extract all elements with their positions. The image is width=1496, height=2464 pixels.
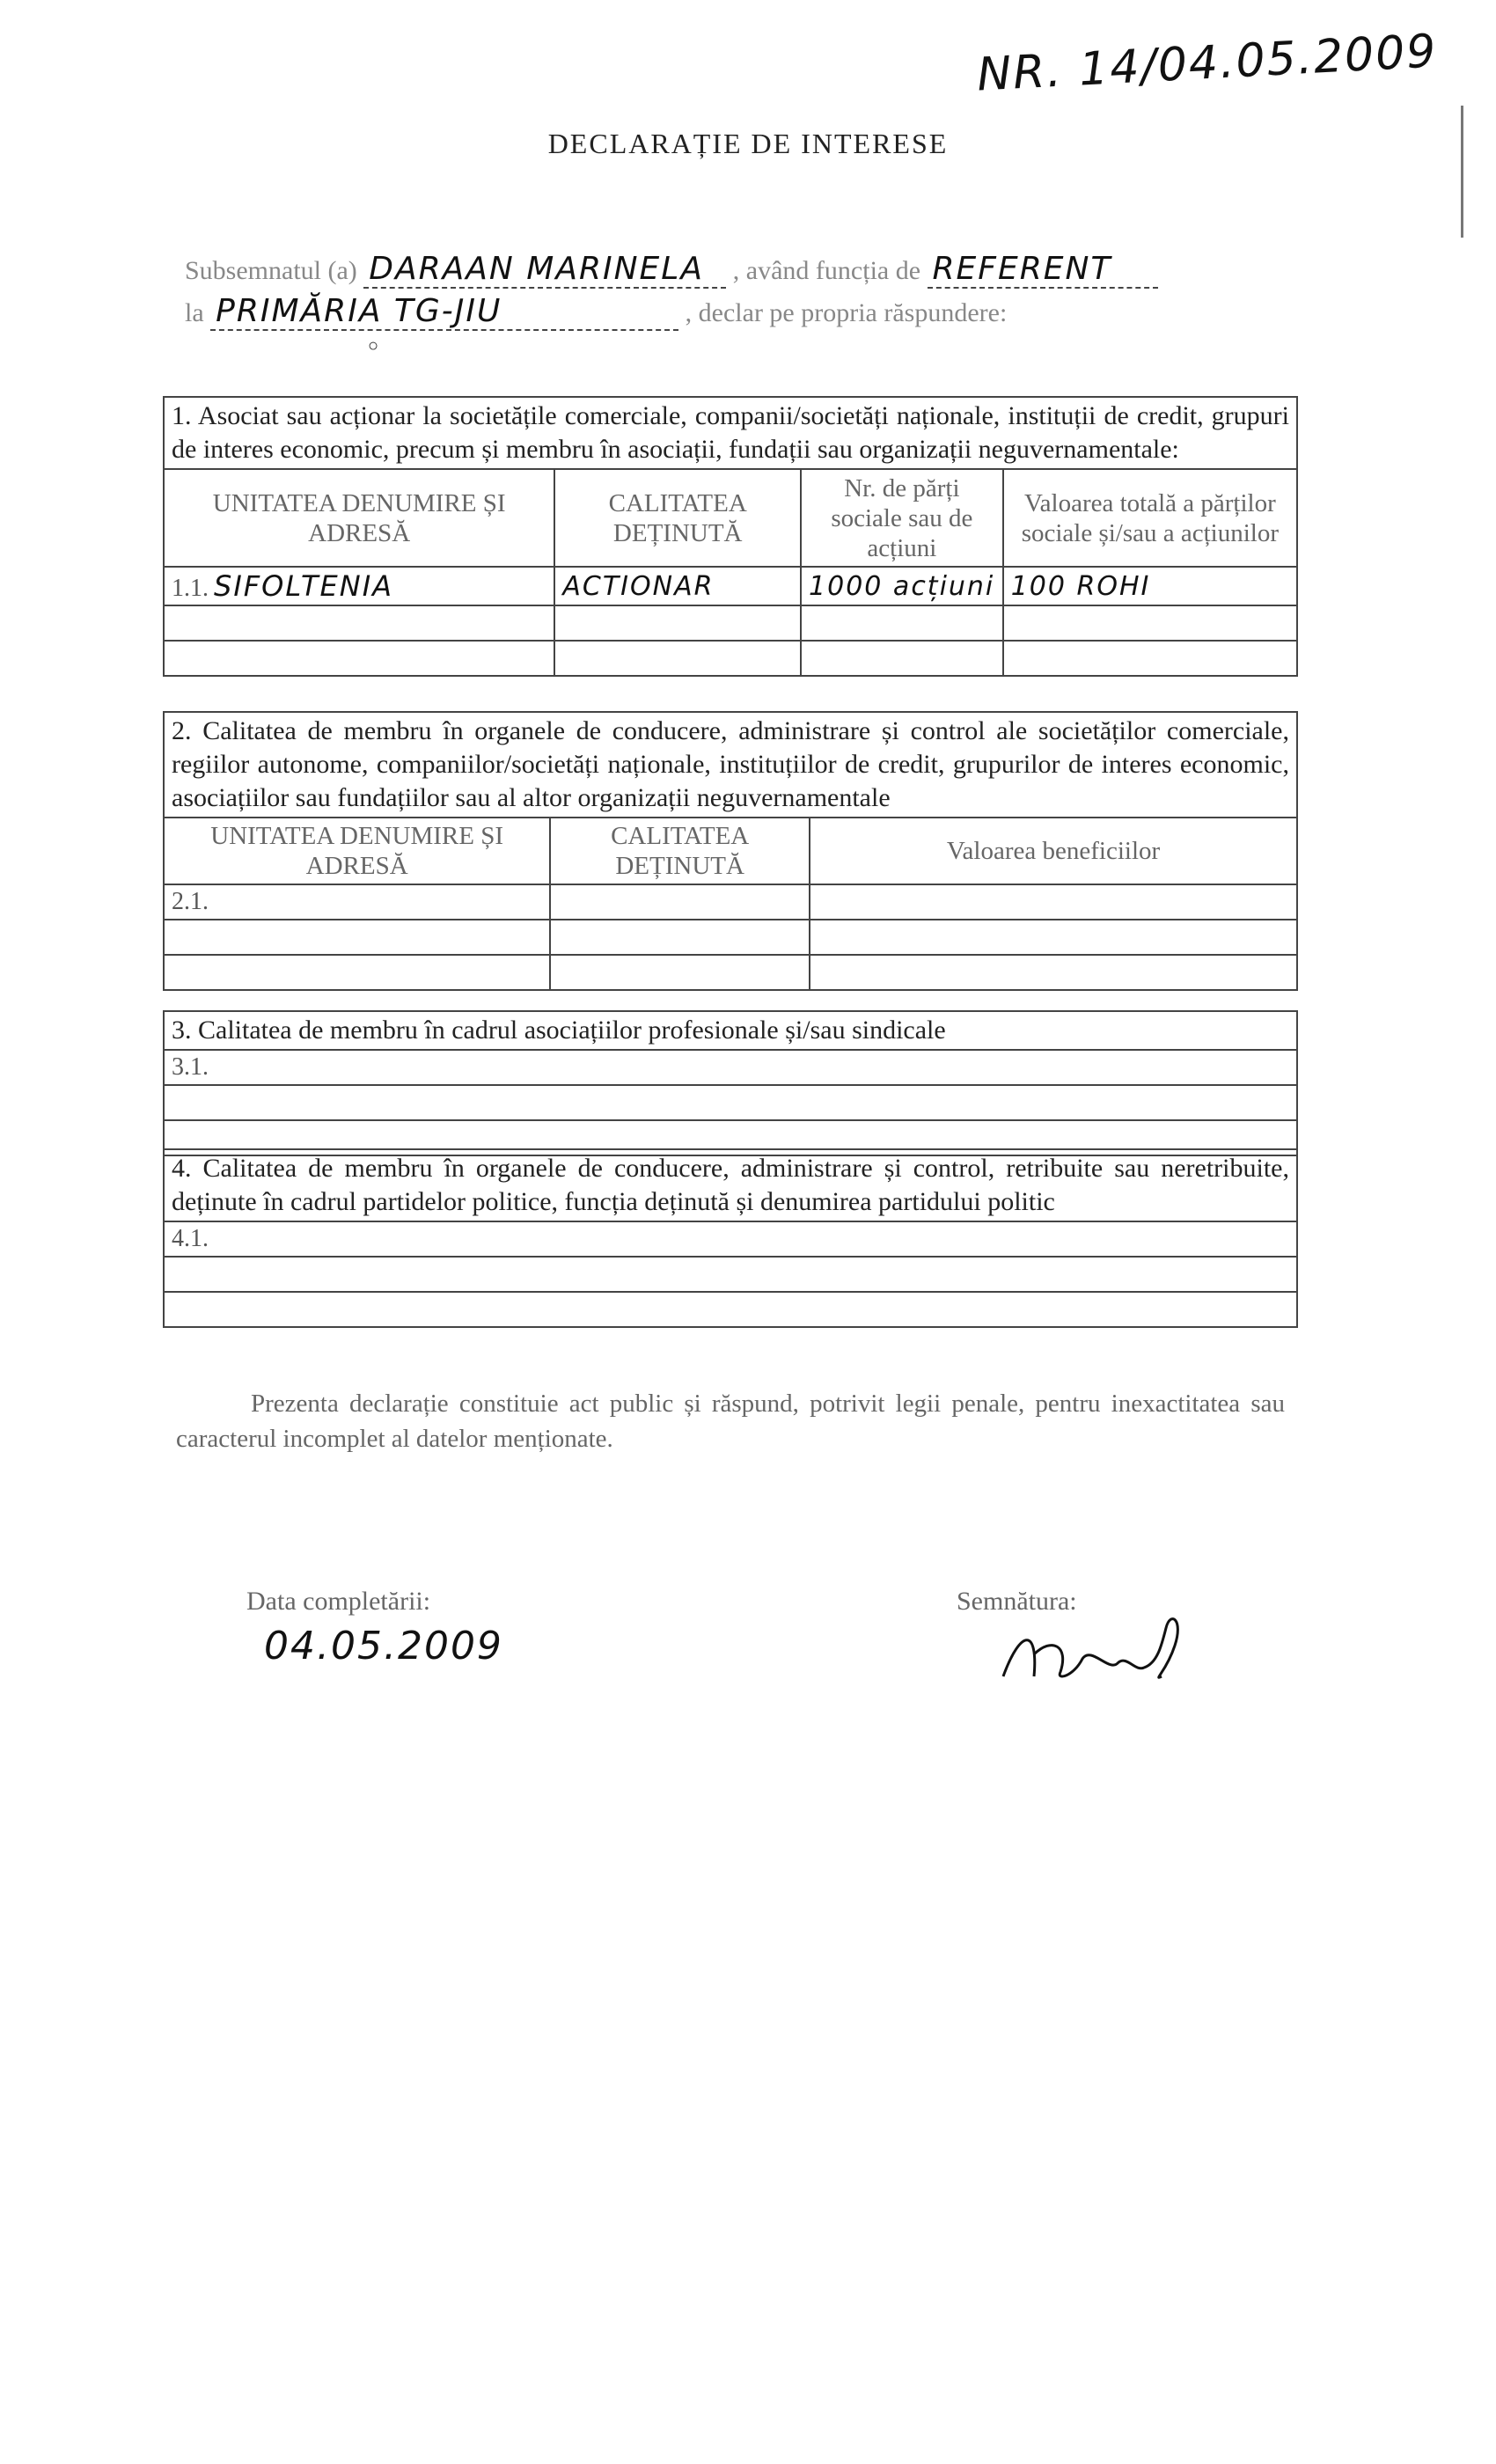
section1-row-unit-cell — [164, 567, 554, 605]
section2-table — [163, 711, 1298, 991]
section1-col-value: Valoarea totală a părților sociale și/sau a acțiunilor — [1003, 469, 1297, 567]
section4-row-prefix: 4.1. — [172, 1225, 209, 1252]
subsemnatul-label: Subsemnatul (a) — [185, 256, 357, 285]
section4-table — [163, 1148, 1298, 1328]
section1-row-unit: SIFOLTENIA — [214, 569, 394, 603]
section3-row-prefix: 3.1. — [172, 1053, 209, 1081]
document-title: DECLARAȚIE DE INTERESE — [547, 128, 949, 159]
section3-table — [163, 1010, 1298, 1156]
declarant-function: REFERENT — [928, 251, 1158, 289]
section1-heading: 1. Asociat sau acționar la societățile comerciale, companii/societăți naționale, instituții de credit, grupuri de interes economic, precum și membru în asociații, fundații sau organizații neguvernamentale: — [164, 397, 1297, 469]
section2-heading: 2. Calitatea de membru în organele de conducere, administrare și control ale societăților comerciale, regiilor autonome, companiilor/societăți naționale, instituțiilor de credit, grupurilor de interes economic, asociațiilor sau fundațiilor sau al altor organizații neguvernamentale — [164, 712, 1297, 818]
section2-col-quality: CALITATEA DEȚINUTĂ — [550, 818, 810, 884]
la-label: la — [185, 298, 204, 327]
section1-row-value: 100 ROHI — [1003, 567, 1297, 605]
section1-col-unit: UNITATEA DENUMIRE ȘI ADRESĂ — [164, 469, 554, 567]
date-value: 04.05.2009 — [264, 1624, 503, 1668]
section1-table — [163, 396, 1298, 677]
legal-statement: Prezenta declarație constituie act public și răspund, potrivit legii penale, pentru inexactitatea sau caracterul incomplet al datelor menționate. — [176, 1390, 1285, 1453]
section2-col-unit: UNITATEA DENUMIRE ȘI ADRESĂ — [164, 818, 550, 884]
institution-line — [185, 293, 1007, 331]
margin-mark — [1461, 106, 1463, 238]
section1-col-quality: CALITATEA DEȚINUTĂ — [554, 469, 801, 567]
section3-heading: 3. Calitatea de membru în cadrul asociațiilor profesionale și/sau sindicale — [164, 1011, 1297, 1050]
section1-row-shares: 1000 acțiuni — [801, 567, 1003, 605]
declarant-name: DARAAN MARINELA — [363, 251, 726, 289]
declarant-institution: PRIMĂRIA TG-JIU — [210, 293, 678, 331]
section1-col-shares: Nr. de părți sociale sau de acțiuni — [801, 469, 1003, 567]
date-label: Data completării: — [246, 1587, 431, 1616]
section1-row-quality: ACTIONAR — [554, 567, 801, 605]
declarant-line — [185, 251, 1158, 289]
section1-row-prefix: 1.1. — [172, 575, 209, 602]
function-label: , având funcția de — [732, 256, 921, 285]
signature-image — [986, 1593, 1214, 1690]
section2-row-prefix: 2.1. — [172, 888, 209, 915]
section4-heading: 4. Calitatea de membru în organele de conducere, administrare și control, retribuite sau neretribuite, deținute în cadrul partidelor politice, funcția deținută și denumirea partidului politic — [164, 1149, 1297, 1221]
stray-mark: ○ — [368, 336, 379, 356]
declar-label: , declar pe propria răspundere: — [685, 298, 1008, 327]
signature-label: Semnătura: — [957, 1587, 1077, 1616]
registration-number: NR. 14/04.05.2009 — [975, 25, 1439, 102]
section2-col-value: Valoarea beneficiilor — [810, 818, 1297, 884]
